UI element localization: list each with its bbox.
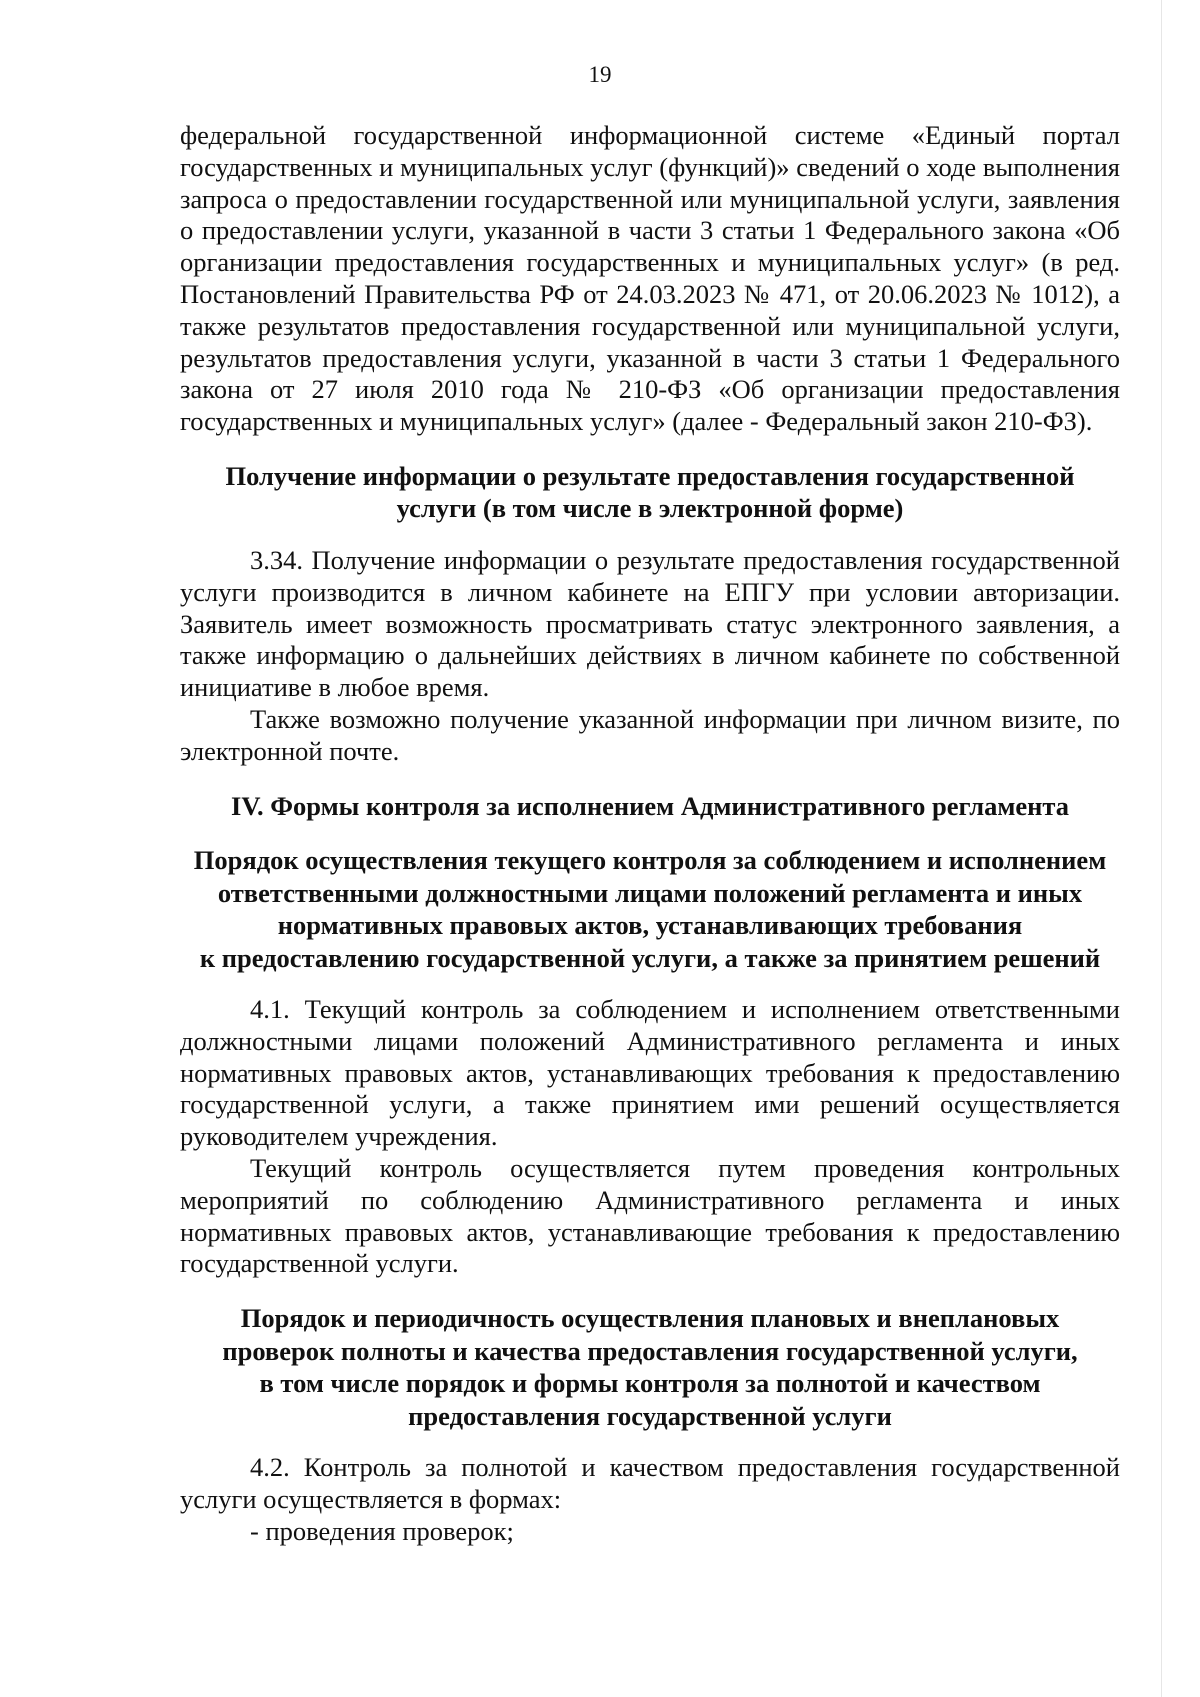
heading-line: к предоставлению государственной услуги, а также за принятием решений bbox=[199, 942, 1101, 973]
paragraph-4-1: 4.1. Текущий контроль за соблюдением и исполнением ответственными должностными лицами положений Административного регламента и иных нормативных правовых актов, устанавливающих требования к предоставлению государственной услуги, а также принятием ими решений осуществляется руководителем учреждения. bbox=[180, 994, 1120, 1152]
heading-line: Получение информации о результате предоставления государственной bbox=[225, 460, 1075, 491]
heading-line: предоставления государственной услуги bbox=[408, 1400, 892, 1431]
section-iv-title bbox=[180, 790, 1120, 823]
heading-line: Порядок и периодичность осуществления плановых и внеплановых bbox=[240, 1303, 1060, 1334]
heading-current-control bbox=[180, 844, 1120, 974]
heading-line: в том числе порядок и формы контроля за полнотой и качеством bbox=[259, 1368, 1041, 1399]
heading-result-info bbox=[180, 460, 1120, 525]
paragraph-4-1-b: Текущий контроль осуществляется путем проведения контрольных мероприятий по соблюдению Административного регламента и иных нормативных правовых актов, устанавливающие требования к предоставлению государственной услуги. bbox=[180, 1153, 1120, 1279]
heading-line: Порядок осуществления текущего контроля за соблюдением и исполнением bbox=[193, 845, 1107, 876]
scan-edge-line bbox=[1161, 0, 1162, 1697]
paragraph-3-34: 3.34. Получение информации о результате предоставления государственной услуги производится в личном кабинете на ЕПГУ при условии авторизации. Заявитель имеет возможность просматривать статус электронного заявления, а также информацию о дальнейших действиях в личном кабинете по собственной инициативе в любое время. bbox=[180, 544, 1120, 703]
heading-line: IV. Формы контроля за исполнением Административного регламента bbox=[231, 790, 1069, 821]
heading-line: услуги (в том числе в электронной форме) bbox=[396, 493, 904, 524]
page-number: 19 bbox=[588, 62, 612, 87]
heading-checks bbox=[180, 1302, 1120, 1432]
paragraph-4-2: 4.2. Контроль за полнотой и качеством предоставления государственной услуги осуществляется в формах: bbox=[180, 1452, 1120, 1515]
paragraph-intro: федеральной государственной информационной системе «Единый портал государственных и муниципальных услуг (функций)» сведений о ходе выполнения запроса о предоставлении государственной или муниципальной услуги, заявления о предоставлении услуги, указанной в части 3 статьи 1 Федерального закона «Об организации предоставления государственных и муниципальных услуг» (в ред. Постановлений Правительства РФ от 24.03.2023 № 471, от 20.06.2023 № 1012), а также результатов предоставления государственной или муниципальной услуги, результатов предоставления услуги, указанной в части 3 статьи 1 Федерального закона от 27 июля 2010 года № 210-ФЗ «Об организации предоставления государственных и муниципальных услуг» (далее - Федеральный закон 210-ФЗ). bbox=[180, 120, 1120, 437]
list-item: - проведения проверок; bbox=[250, 1515, 514, 1546]
heading-line: нормативных правовых актов, устанавливающих требования bbox=[277, 910, 1023, 941]
document-body bbox=[180, 120, 1120, 1548]
heading-line: проверок полноты и качества предоставления государственной услуги, bbox=[222, 1335, 1078, 1366]
heading-line: ответственными должностными лицами положений регламента и иных bbox=[217, 877, 1083, 908]
paragraph-3-34-b: Также возможно получение указанной информации при личном визите, по электронной почте. bbox=[180, 703, 1120, 766]
